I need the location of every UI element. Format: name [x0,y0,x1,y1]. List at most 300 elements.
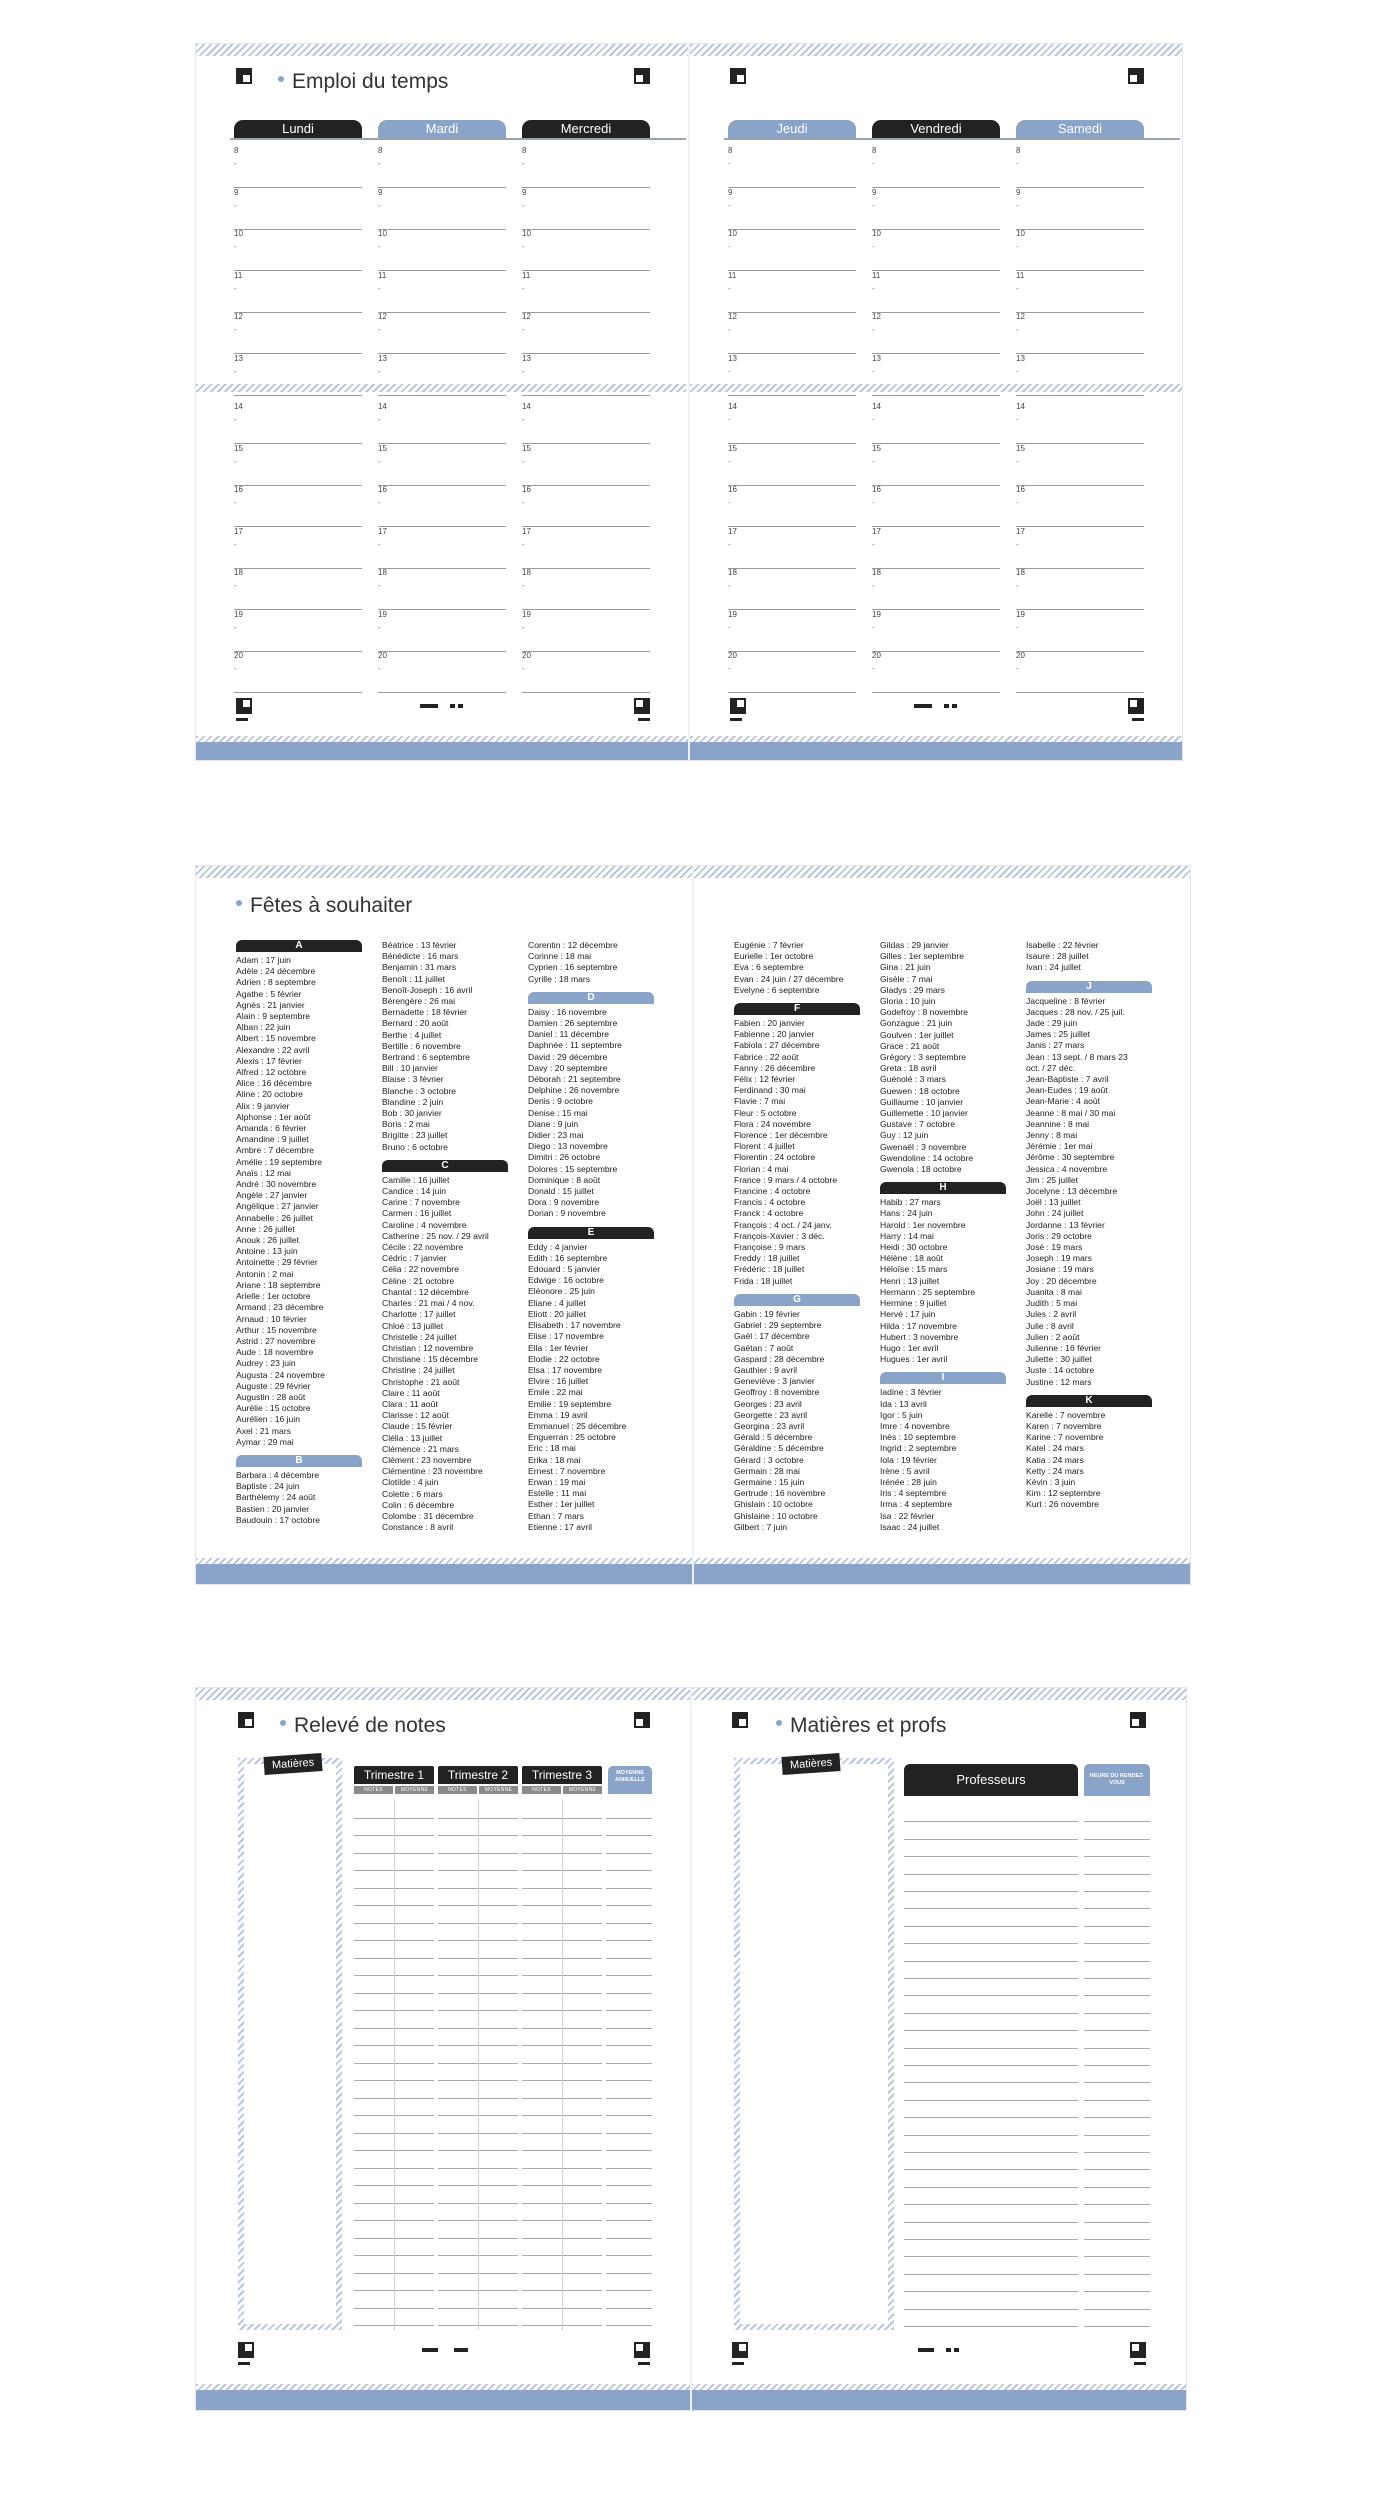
name-day-entry: Gladys : 29 mars [880,984,945,995]
half-hour-tick: - [1016,283,1019,293]
time-slot[interactable] [728,402,856,444]
name-day-entry: Anaïs : 12 mai [236,1167,291,1178]
table-row[interactable] [354,1870,652,1871]
table-row[interactable] [904,2222,1150,2223]
time-slot[interactable] [522,485,650,527]
table-row[interactable] [354,2098,652,2099]
half-hour-tick: - [1016,539,1019,549]
table-row[interactable] [904,2187,1150,2188]
corner-mark-icon [238,1712,254,1728]
half-hour-tick: - [378,456,381,466]
time-slot[interactable] [872,402,1000,444]
table-row[interactable] [904,1891,1150,1892]
time-slot[interactable] [872,312,1000,354]
time-slot[interactable] [378,146,506,188]
time-slot[interactable] [234,271,362,313]
name-day-entry: Elodie : 22 octobre [528,1353,600,1364]
table-row[interactable] [904,2326,1150,2327]
table-row[interactable] [354,2185,652,2186]
time-slot[interactable] [234,188,362,230]
time-slot[interactable] [522,651,650,693]
name-day-entry: Gisèle : 7 mai [880,973,933,984]
table-row[interactable] [354,1853,652,1854]
name-day-entry: Gwenaël : 3 novembre [880,1141,967,1152]
name-day-entry: Davy : 20 septembre [528,1062,608,1073]
page-marker [420,704,438,708]
name-day-entry: Boris : 2 mai [382,1119,430,1130]
table-row[interactable] [354,2045,652,2046]
name-day-entry: Imre : 4 novembre [880,1420,950,1431]
table-row[interactable] [904,2135,1150,2136]
half-hour-tick: - [234,325,237,334]
name-day-entry: Axel : 21 mars [236,1425,291,1436]
time-slot[interactable] [728,610,856,652]
hour-label: 19 [378,609,387,619]
table-row[interactable] [904,1839,1150,1840]
time-slot[interactable] [1016,271,1144,313]
name-day-entry: Hermann : 25 septembre [880,1286,976,1297]
time-slot[interactable] [1016,402,1144,444]
table-row[interactable] [904,1978,1150,1979]
name-day-entry: Geoffroy : 8 novembre [734,1387,820,1398]
name-day-entry: Franck : 4 octobre [734,1208,804,1219]
hour-label: 10 [522,229,531,238]
table-row[interactable] [354,1923,652,1924]
hour-label: 15 [728,443,737,453]
name-day-entry: Hervé : 17 juin [880,1309,936,1320]
name-day-entry: Juanita : 8 mai [1026,1286,1082,1297]
table-row[interactable] [904,2169,1150,2170]
name-day-entry: Bérengère : 26 mai [382,996,456,1007]
name-day-entry: Carine : 7 novembre [382,1197,460,1208]
table-row[interactable] [904,2048,1150,2049]
time-slot[interactable] [234,651,362,693]
time-slot[interactable] [1016,354,1144,396]
time-slot[interactable] [378,527,506,569]
table-row[interactable] [904,2100,1150,2101]
name-day-entry: Emma : 19 avril [528,1409,588,1420]
name-day-entry: Alphonse : 1er août [236,1111,311,1122]
name-day-entry: Benoît : 11 juillet [382,973,445,984]
half-hour-tick: - [378,159,381,168]
time-slot[interactable] [1016,485,1144,527]
time-slot[interactable] [872,354,1000,396]
time-slot[interactable] [378,444,506,486]
table-row[interactable] [354,2220,652,2221]
slot-line [378,395,506,396]
name-day-entry: Irma : 4 septembre [880,1499,953,1510]
table-row[interactable] [354,2203,652,2204]
hour-label: 9 [378,187,383,197]
header-rule [724,138,1180,140]
half-hour-tick: - [728,325,731,334]
name-day-entry: Clémentine : 23 novembre [382,1466,483,1477]
time-slot[interactable] [872,485,1000,527]
name-day-entry: Daniel : 11 décembre [528,1029,610,1040]
table-row[interactable] [354,1940,652,1941]
name-day-entry: Amélie : 19 septembre [236,1156,322,1167]
corner-mark-icon [634,68,650,84]
table-row[interactable] [904,2309,1150,2310]
name-day-entry: Karine : 7 novembre [1026,1432,1104,1443]
name-day-entry: Henri : 13 juillet [880,1275,940,1286]
name-day-entry: Berthe : 4 juillet [382,1029,442,1040]
trimestre-3-header: Trimestre 3 [522,1766,602,1784]
time-slot[interactable] [522,188,650,230]
table-row[interactable] [904,2152,1150,2153]
half-hour-tick: - [378,200,381,210]
time-slot[interactable] [378,188,506,230]
time-slot[interactable] [522,229,650,271]
name-day-entry: Cyrille : 18 mars [528,973,591,984]
table-row[interactable] [354,2028,652,2029]
table-row[interactable] [904,1995,1150,1996]
time-slot[interactable] [1016,444,1144,486]
hour-label: 13 [728,353,737,363]
half-hour-tick: - [872,200,875,210]
table-row[interactable] [354,2325,652,2326]
table-row[interactable] [354,2010,652,2011]
time-slot[interactable] [728,271,856,313]
half-hour-tick: - [1016,325,1019,334]
corner-underline [1132,718,1144,721]
professeurs-header: Professeurs [904,1764,1078,1796]
name-day-entry: Blanche : 3 octobre [382,1085,457,1096]
table-row[interactable] [354,1905,652,1906]
corner-mark-icon [238,2342,254,2358]
name-day-entry: Bob : 30 janvier [382,1108,442,1119]
hour-label: 18 [1016,568,1025,577]
time-slot[interactable] [378,610,506,652]
name-day-entry: Eva : 6 septembre [734,962,804,973]
table-row[interactable] [354,1958,652,1959]
name-day-entry: Harold : 1er novembre [880,1219,966,1230]
name-day-entry: Bastien : 20 janvier [236,1503,310,1514]
table-row[interactable] [904,1874,1150,1875]
name-day-entry: Géraldine : 5 décembre [734,1443,824,1454]
name-day-entry: Enguerran : 25 octobre [528,1432,616,1443]
name-day-entry: Jacqueline : 8 février [1026,995,1106,1006]
time-slot[interactable] [522,568,650,610]
name-day-entry: Erwan : 19 mai [528,1476,586,1487]
name-day-entry: Igor : 5 juin [880,1409,923,1420]
name-day-entry: Kévin : 3 juin [1026,1476,1076,1487]
table-row[interactable] [354,2115,652,2116]
table-row[interactable] [904,2065,1150,2066]
time-slot[interactable] [378,568,506,610]
name-day-entry: Elisabeth : 17 novembre [528,1320,621,1331]
name-day-entry: Julie : 8 avril [1026,1320,1074,1331]
table-row[interactable] [904,2082,1150,2083]
corner-mark-icon [730,698,746,714]
time-slot[interactable] [522,354,650,396]
hour-label: 12 [522,312,531,321]
name-day-entry: Jeanne : 8 mai / 30 mai [1026,1107,1116,1118]
name-day-entry: Bernard : 20 août [382,1018,449,1029]
name-day-entry: Félix : 12 février [734,1074,796,1085]
name-day-entry: Joris : 29 octobre [1026,1230,1092,1241]
name-day-entry: Eugénie : 7 février [734,940,804,950]
time-slot[interactable] [872,651,1000,693]
time-slot[interactable] [1016,527,1144,569]
half-hour-tick: - [522,200,525,210]
time-slot[interactable] [872,271,1000,313]
name-day-entry: Hugues : 1er avril [880,1354,948,1365]
time-slot[interactable] [522,271,650,313]
time-slot[interactable] [378,354,506,396]
time-slot[interactable] [378,271,506,313]
name-day-entry: Amandine : 9 juillet [236,1134,309,1145]
name-day-entry: Catherine : 25 nov. / 29 avril [382,1230,489,1241]
name-day-entry: Alix : 9 janvier [236,1100,290,1111]
half-hour-tick: - [872,415,875,424]
half-hour-tick: - [378,664,381,673]
name-day-entry: Aline : 20 octobre [236,1089,303,1100]
name-day-entry: Angèle : 27 janvier [236,1190,308,1201]
time-slot[interactable] [872,188,1000,230]
day-header-4: Vendredi [872,120,1000,138]
time-slot[interactable] [234,610,362,652]
time-slot[interactable] [234,354,362,396]
name-day-entry: Colin : 6 décembre [382,1499,455,1510]
name-day-entry: Gonzague : 21 juin [880,1018,953,1029]
hour-label: 18 [522,568,531,577]
half-hour-tick: - [522,415,525,424]
table-row[interactable] [354,2238,652,2239]
table-row[interactable] [904,1908,1150,1909]
time-slot[interactable] [1016,568,1144,610]
name-column [1026,940,1152,1511]
hour-label: 9 [522,187,527,197]
time-slot[interactable] [728,188,856,230]
half-hour-tick: - [1016,664,1019,673]
table-row[interactable] [904,1856,1150,1857]
table-row[interactable] [354,1818,652,1819]
table-row[interactable] [354,2273,652,2274]
table-row[interactable] [904,2274,1150,2275]
half-hour-tick: - [234,664,237,673]
time-slot[interactable] [728,485,856,527]
name-day-entry: Francis : 4 octobre [734,1197,806,1208]
half-hour-tick: - [522,159,525,168]
table-row[interactable] [904,1821,1150,1822]
name-day-entry: France : 9 mars / 4 octobre [734,1174,838,1185]
half-hour-tick: - [1016,159,1019,168]
time-slot[interactable] [872,444,1000,486]
time-slot[interactable] [1016,188,1144,230]
name-day-entry: Justine : 12 mars [1026,1376,1092,1387]
time-slot[interactable] [1016,651,1144,693]
half-hour-tick: - [522,456,525,466]
page-marker [454,2348,468,2352]
name-day-entry: Benoît-Joseph : 16 avril [382,984,473,995]
matieres-box [238,1758,342,2330]
table-row[interactable] [904,2030,1150,2031]
name-day-entry: Guillemette : 10 janvier [880,1108,968,1119]
table-row[interactable] [354,2255,652,2256]
name-day-entry: Bill : 10 janvier [382,1063,438,1074]
name-day-entry: Arnaud : 10 février [236,1313,307,1324]
name-day-entry: James : 25 juillet [1026,1029,1091,1040]
corner-mark-icon [730,68,746,84]
table-row[interactable] [354,2080,652,2081]
table-row[interactable] [354,1835,652,1836]
half-hour-tick: - [728,498,731,507]
name-day-entry: Jean : 13 sept. / 8 mars 23 [1026,1051,1128,1062]
table-row[interactable] [904,2239,1150,2240]
half-hour-tick: - [234,622,237,632]
name-day-entry: Eurielle : 1er octobre [734,951,814,962]
table-row[interactable] [354,1975,652,1976]
time-slot[interactable] [234,229,362,271]
time-slot[interactable] [872,229,1000,271]
half-hour-tick: - [872,622,875,632]
half-hour-tick: - [378,622,381,632]
time-slot[interactable] [728,568,856,610]
time-slot[interactable] [522,146,650,188]
name-day-entry: Jérémie : 1er mai [1026,1141,1093,1152]
page-marker [918,2348,934,2352]
header-rule [230,138,686,140]
hour-label: 15 [522,443,531,453]
trimestre-2-header: Trimestre 2 [438,1766,518,1784]
time-slot[interactable] [872,610,1000,652]
time-slot[interactable] [1016,146,1144,188]
time-slot[interactable] [872,527,1000,569]
table-row[interactable] [904,2117,1150,2118]
name-day-entry: Annabelle : 26 juillet [236,1212,313,1223]
time-slot[interactable] [378,402,506,444]
name-day-entry: Fanny : 26 décembre [734,1062,816,1073]
time-slot[interactable] [234,146,362,188]
name-day-entry: Florent : 4 juillet [734,1141,795,1152]
table-row[interactable] [354,1888,652,1889]
page-title: Matières et profs [776,1714,946,1738]
name-day-entry: Hubert : 3 novembre [880,1331,959,1342]
name-day-entry: Adèle : 24 décembre [236,966,316,977]
hour-label: 19 [522,609,531,619]
table-row[interactable] [904,1926,1150,1927]
name-day-entry: Blandine : 2 juin [382,1096,444,1107]
table-row[interactable] [904,1943,1150,1944]
time-slot[interactable] [1016,610,1144,652]
time-slot[interactable] [872,568,1000,610]
time-slot[interactable] [234,568,362,610]
hour-label: 16 [522,485,531,494]
time-slot[interactable] [234,312,362,354]
name-day-entry: David : 29 décembre [528,1051,608,1062]
time-slot[interactable] [872,146,1000,188]
time-slot[interactable] [522,402,650,444]
hour-label: 15 [872,443,881,453]
bullet-icon [278,76,284,82]
name-day-entry: Arielle : 1er octobre [236,1291,311,1302]
table-row[interactable] [354,2150,652,2151]
hour-label: 9 [728,187,733,197]
time-slot[interactable] [522,312,650,354]
time-slot[interactable] [728,527,856,569]
table-row[interactable] [904,2256,1150,2257]
hour-label: 11 [378,270,387,280]
page-title: Emploi du temps [278,70,448,94]
time-slot[interactable] [1016,312,1144,354]
time-slot[interactable] [728,354,856,396]
hour-label: 14 [728,402,737,411]
time-slot[interactable] [378,312,506,354]
time-slot[interactable] [522,527,650,569]
page-marker [952,704,957,708]
table-row[interactable] [904,2204,1150,2205]
name-day-entry: Arthur : 15 novembre [236,1324,317,1335]
time-slot[interactable] [234,527,362,569]
time-slot[interactable] [234,485,362,527]
name-day-entry: Florentin : 24 octobre [734,1152,816,1163]
table-row[interactable] [354,2290,652,2291]
time-slot[interactable] [234,402,362,444]
name-day-entry: Chloé : 13 juillet [382,1320,444,1331]
name-day-entry: Frédéric : 18 juillet [734,1264,805,1275]
time-slot[interactable] [522,444,650,486]
time-slot[interactable] [522,610,650,652]
time-slot[interactable] [1016,229,1144,271]
hour-label: 11 [1016,270,1025,280]
name-day-entry: Baptiste : 24 juin [236,1481,300,1492]
name-day-entry: Edith : 16 septembre [528,1252,608,1263]
page-fold [692,866,694,1584]
table-row[interactable] [354,1993,652,1994]
name-day-entry: Georges : 23 avril [734,1398,802,1409]
time-slot[interactable] [378,651,506,693]
half-hour-tick: - [872,159,875,168]
time-slot[interactable] [728,312,856,354]
half-hour-tick: - [522,581,525,590]
table-row[interactable] [354,2308,652,2309]
table-row[interactable] [904,1961,1150,1962]
time-slot[interactable] [378,229,506,271]
name-day-entry: Eliott : 20 juillet [528,1308,586,1319]
corner-mark-icon [236,698,252,714]
name-day-entry: Iris : 4 septembre [880,1488,947,1499]
time-slot[interactable] [234,444,362,486]
table-row[interactable] [904,2013,1150,2014]
table-row[interactable] [354,2063,652,2064]
name-day-entry: Jacques : 28 nov. / 25 juil. [1026,1006,1125,1017]
name-day-entry: Hilda : 17 novembre [880,1320,957,1331]
page-marker [458,704,463,708]
name-day-entry: André : 30 novembre [236,1179,317,1190]
table-row[interactable] [904,2291,1150,2292]
hour-label: 16 [728,485,737,494]
slot-line [728,692,856,693]
time-slot[interactable] [728,651,856,693]
corner-underline [238,2362,250,2365]
time-slot[interactable] [378,485,506,527]
half-hour-tick: - [234,456,237,466]
corner-underline [236,718,248,721]
time-slot[interactable] [728,444,856,486]
table-row[interactable] [354,2168,652,2169]
name-day-entry: Colette : 6 mars [382,1488,443,1499]
time-slot[interactable] [728,229,856,271]
hour-label: 13 [234,353,243,363]
time-slot[interactable] [728,146,856,188]
hour-label: 17 [522,526,531,536]
name-day-entry: Alfred : 12 octobre [236,1067,307,1078]
half-hour-tick: - [234,581,237,590]
name-day-entry: Grace : 21 août [880,1040,940,1051]
table-row[interactable] [354,2133,652,2134]
hour-label: 9 [234,187,239,197]
